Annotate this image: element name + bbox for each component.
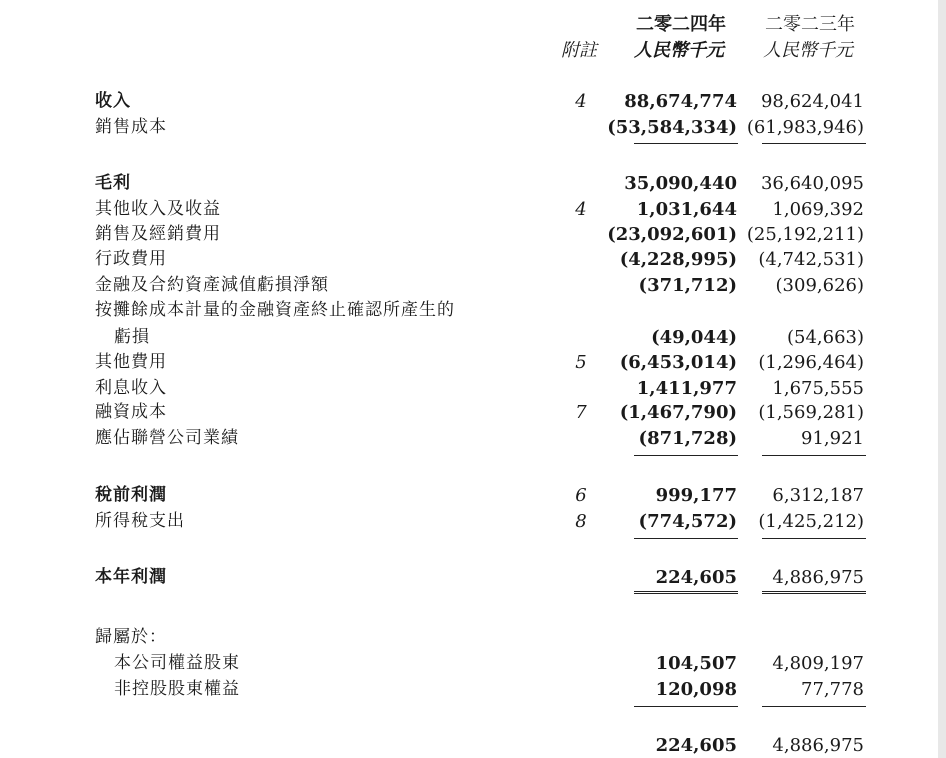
row-2023-income-tax: (1,425,212) xyxy=(758,511,864,532)
header-year-2023: 二零二三年 xyxy=(765,14,855,35)
row-label-equity-holders: 本公司權益股東 xyxy=(114,653,240,673)
row-2023-non-controlling-interests: 77,778 xyxy=(801,679,864,700)
subtotal-rule-2024 xyxy=(634,143,738,144)
row-label-cost-of-sales: 銷售成本 xyxy=(95,117,167,137)
row-2024-other-expenses: (6,453,014) xyxy=(619,352,737,373)
row-note-revenue: 4 xyxy=(575,91,587,112)
row-2024-gross-profit: 35,090,440 xyxy=(624,173,737,194)
header-year-2024: 二零二四年 xyxy=(636,14,726,35)
row-2024-non-controlling-interests: 120,098 xyxy=(655,679,737,700)
row-2023-profit-before-tax: 6,312,187 xyxy=(772,485,864,506)
row-label-income-tax: 所得稅支出 xyxy=(95,511,185,531)
row-label-selling-expenses: 銷售及經銷費用 xyxy=(95,224,221,244)
row-2024-derecognition-losses: (49,044) xyxy=(651,327,737,348)
row-2024-admin-expenses: (4,228,995) xyxy=(619,249,737,270)
row-2024-attributable-total: 224,605 xyxy=(655,735,737,756)
row-label-attributable-to: 歸屬於： xyxy=(95,627,167,647)
row-2024-income-tax: (774,572) xyxy=(638,511,737,532)
row-2024-selling-expenses: (23,092,601) xyxy=(607,224,737,245)
row-2024-profit-for-year: 224,605 xyxy=(655,567,737,588)
row-2023-selling-expenses: (25,192,211) xyxy=(746,224,864,245)
row-label-admin-expenses: 行政費用 xyxy=(95,249,167,269)
row-2023-finance-costs: (1,569,281) xyxy=(758,402,864,423)
row-2024-interest-income: 1,411,977 xyxy=(636,378,737,399)
row-2024-finance-costs: (1,467,790) xyxy=(619,402,737,423)
row-note-other-expenses: 5 xyxy=(575,352,587,373)
row-label-derecognition-losses-cont: 虧損 xyxy=(114,327,150,347)
row-label-finance-costs: 融資成本 xyxy=(95,402,167,422)
row-2023-revenue: 98,624,041 xyxy=(760,91,864,112)
row-note-income-tax: 8 xyxy=(575,511,587,532)
row-2024-profit-before-tax: 999,177 xyxy=(655,485,737,506)
row-2023-cost-of-sales: (61,983,946) xyxy=(746,117,864,138)
row-2023-other-expenses: (1,296,464) xyxy=(758,352,864,373)
row-label-impairment-losses: 金融及合約資產減值虧損淨額 xyxy=(95,275,329,295)
row-note-finance-costs: 7 xyxy=(575,402,587,423)
row-label-other-expenses: 其他費用 xyxy=(95,352,167,372)
row-2023-profit-for-year: 4,886,975 xyxy=(772,567,864,588)
subtotal-rule-2024 xyxy=(634,455,738,456)
row-2024-cost-of-sales: (53,584,334) xyxy=(607,117,737,138)
row-2024-other-income: 1,031,644 xyxy=(636,199,737,220)
row-2023-impairment-losses: (309,626) xyxy=(775,275,864,296)
subtotal-rule-2023 xyxy=(762,706,866,707)
subtotal-rule-2023 xyxy=(762,143,866,144)
total-double-rule-2024 xyxy=(634,591,738,594)
row-note-profit-before-tax: 6 xyxy=(575,485,587,506)
header-unit-2024: 人民幣千元 xyxy=(634,40,724,61)
subtotal-rule-2024 xyxy=(634,538,738,539)
row-note-other-income: 4 xyxy=(575,199,587,220)
row-2024-share-of-associates: (871,728) xyxy=(638,428,737,449)
row-label-gross-profit: 毛利 xyxy=(95,173,131,193)
row-2024-impairment-losses: (371,712) xyxy=(638,275,737,296)
page-edge xyxy=(938,0,946,758)
subtotal-rule-2023 xyxy=(762,455,866,456)
row-label-profit-before-tax: 稅前利潤 xyxy=(95,485,167,505)
row-2023-other-income: 1,069,392 xyxy=(772,199,864,220)
row-2024-equity-holders: 104,507 xyxy=(655,653,737,674)
subtotal-rule-2024 xyxy=(634,706,738,707)
row-label-non-controlling-interests: 非控股股東權益 xyxy=(114,679,240,699)
row-label-derecognition-losses: 按攤餘成本計量的金融資產終止確認所產生的 xyxy=(95,300,455,320)
header-note-column: 附註 xyxy=(561,40,597,61)
row-2023-interest-income: 1,675,555 xyxy=(772,378,864,399)
row-label-share-of-associates: 應佔聯營公司業績 xyxy=(95,428,239,448)
row-2023-gross-profit: 36,640,095 xyxy=(760,173,864,194)
row-label-revenue: 收入 xyxy=(95,91,131,111)
row-label-interest-income: 利息收入 xyxy=(95,378,167,398)
row-2023-share-of-associates: 91,921 xyxy=(801,428,864,449)
row-label-profit-for-year: 本年利潤 xyxy=(95,567,167,587)
row-2023-attributable-total: 4,886,975 xyxy=(772,735,864,756)
subtotal-rule-2023 xyxy=(762,538,866,539)
header-unit-2023: 人民幣千元 xyxy=(763,40,853,61)
row-2023-derecognition-losses: (54,663) xyxy=(786,327,864,348)
total-double-rule-2023 xyxy=(762,591,866,594)
row-2023-admin-expenses: (4,742,531) xyxy=(758,249,864,270)
row-label-other-income: 其他收入及收益 xyxy=(95,199,221,219)
row-2023-equity-holders: 4,809,197 xyxy=(772,653,864,674)
row-2024-revenue: 88,674,774 xyxy=(624,91,737,112)
